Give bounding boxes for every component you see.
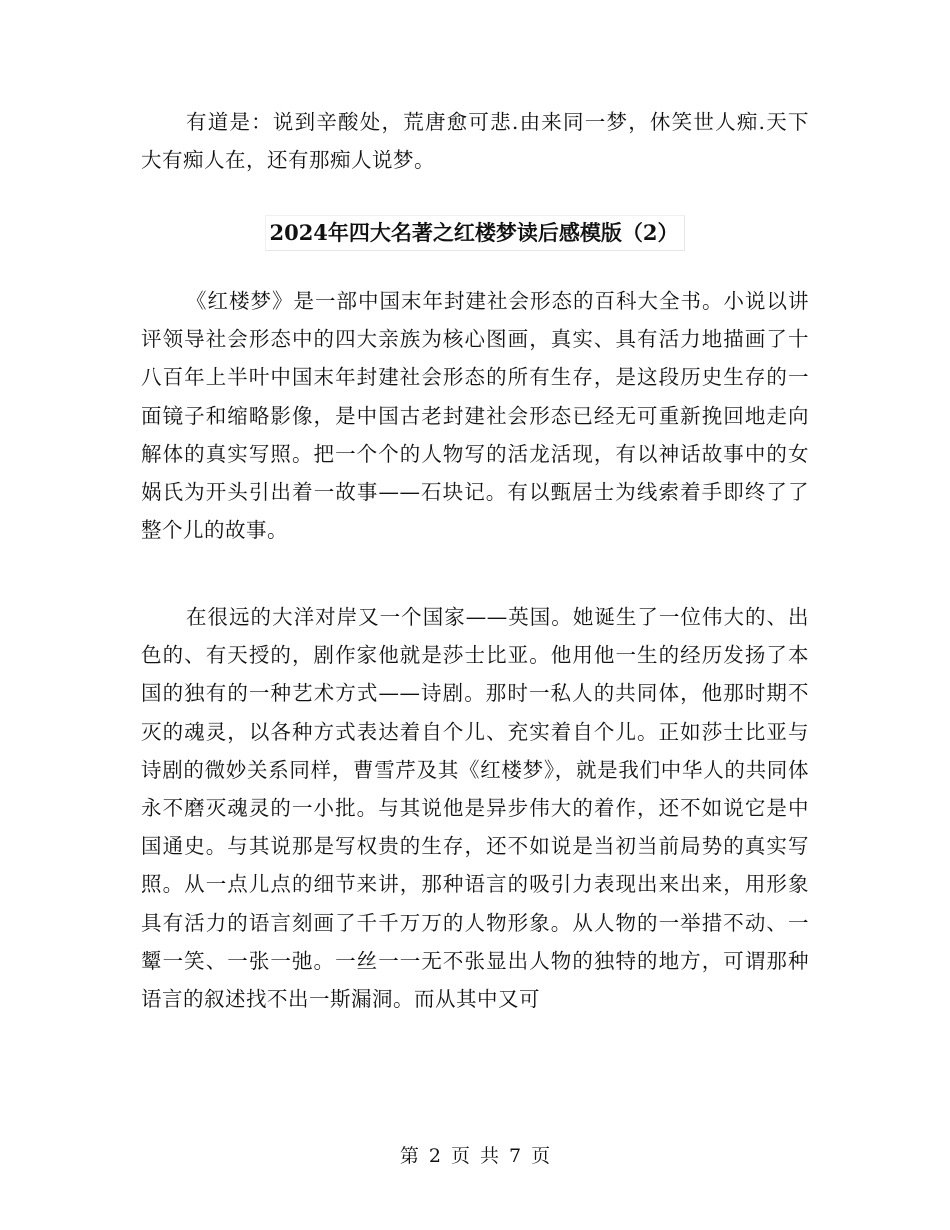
section-title — [0, 215, 950, 251]
page-footer: 第 2 页 共 7 页 — [399, 1145, 551, 1167]
body-paragraph-2: 在很远的大洋对岸又一个国家——英国。她诞生了一位伟大的、出色的、有天授的，剧作家他就是莎士比亚。他用他一生的经历发扬了本国的独有的一种艺术方式——诗剧。那时一私人的共同体，他那时期不灭的魂灵，以各种方式表达着自个儿、充实着自个儿。正如莎士比亚与诗剧的微妙关系同样，曹雪芹及其《红楼梦》，就是我们中华人的共同体永不磨灭魂灵的一小批。与其说他是异步伟大的着作，还不如说它是中国通史。与其说那是写权贵的生存，还不如说是当初当前局势的真实写照。从一点儿点的细节来讲，那种语言的吸引力表现出来出来，用形象具有活力的语言刻画了千千万万的人物形象。从人物的一举措不动、一颦一笑、一张一弛。一丝一一无不张显出人物的独特的地方，可谓那种语言的叙述找不出一斯漏洞。而从其中又可 — [141, 605, 809, 1012]
section-title-text: 2024年四大名著之红楼梦读后感模版（2） — [265, 215, 684, 251]
body-paragraph-1: 《红楼梦》是一部中国末年封建社会形态的百科大全书。小说以讲评领导社会形态中的四大亲族为核心图画，真实、具有活力地描画了十八百年上半叶中国末年封建社会形态的所有生存，是这段历史生存的一面镜子和缩略影像，是中国古老封建社会形态已经无可重新挽回地走向解体的真实写照。把一个个的人物写的活龙活现，有以神话故事中的女娲氏为开头引出着一故事——石块记。有以甄居士为线索着手即终了了整个儿的故事。 — [141, 289, 809, 543]
intro-paragraph: 有道是：说到辛酸处，荒唐愈可悲.由来同一梦，休笑世人痴.天下大有痴人在，还有那痴人说梦。 — [141, 110, 809, 173]
